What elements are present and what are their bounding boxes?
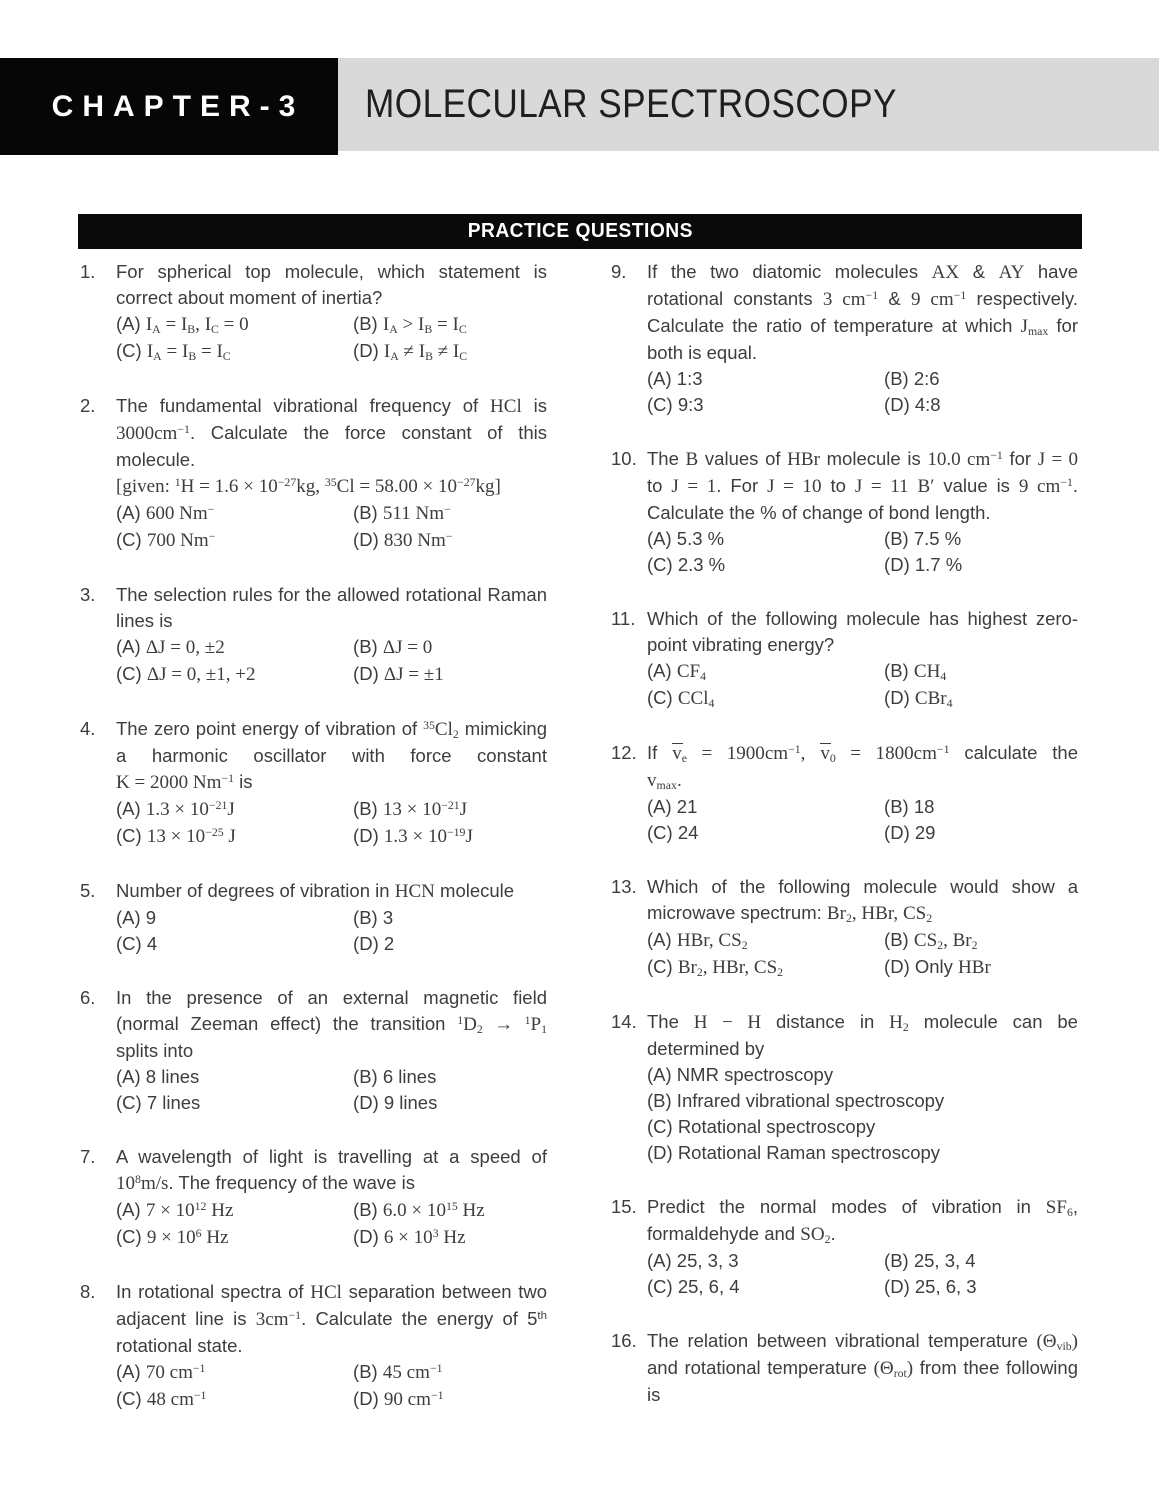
question-7: [80, 1144, 547, 1251]
questions-column-right: [611, 259, 1078, 1441]
question-text: The selection rules for the allowed rotational Raman lines is: [116, 584, 547, 631]
question-body: [116, 393, 547, 554]
question-body: [647, 606, 1078, 712]
question-number: 8.: [80, 1281, 96, 1302]
option-A: (A) 70 $cm^{-1}$: [116, 1360, 206, 1383]
question-options: [647, 794, 1078, 846]
question-12: [611, 740, 1078, 846]
option-D: (D) 830 Nm−: [353, 528, 453, 551]
question-options: [647, 658, 1078, 712]
question-number: 2.: [80, 395, 96, 416]
option-C: (C) 7 lines: [116, 1092, 201, 1113]
option-B: (B) $CS_2$, $Br_2$: [884, 929, 978, 952]
question-1: [80, 259, 547, 365]
option-D: (D) CBr$_4$: [884, 687, 953, 710]
option-A: (A) 600 Nm−: [116, 501, 215, 524]
option-D: (D) 4:8: [884, 394, 941, 415]
option-B: (B) ΔJ = 0: [353, 636, 433, 658]
option-B: (B) 45 $cm^{-1}$: [353, 1360, 443, 1383]
question-options: [647, 366, 1078, 418]
question-body: [116, 582, 547, 688]
question-11: [611, 606, 1078, 712]
question-text: The H − H distance in $H_2$ molecule can be determined by: [647, 1011, 1078, 1059]
question-4: [80, 716, 547, 850]
question-body: [647, 446, 1078, 578]
question-number: 15.: [611, 1196, 637, 1217]
option-A: (A) HBr, $CS_2$: [647, 929, 748, 952]
question-text: The B values of HBr molecule is 10.0 $cm^{-1}$ for J = 0 to J = 1. For J = 10 to J = 11 B′ value is 9 $cm^{-1}$. Calculate the % of change of bond length.: [647, 447, 1078, 523]
option-D: (D) 1.7 %: [884, 554, 963, 575]
option-D: (D) 9 lines: [353, 1092, 438, 1113]
option-B: (B) 3: [353, 907, 394, 928]
question-number: 6.: [80, 987, 96, 1008]
question-body: [647, 1009, 1078, 1166]
option-A: (A) $7 \times 10^{12}$ Hz: [116, 1198, 234, 1221]
chapter-number-box: [0, 58, 338, 155]
question-number: 12.: [611, 742, 637, 763]
option-C: (C) $Br_2$, HBr, $CS_2$: [647, 956, 784, 979]
question-number: 11.: [611, 608, 636, 629]
option-B: (B) 6 lines: [353, 1066, 437, 1087]
question-text: If the two diatomic molecules AX & AY have rotational constants 3 $cm^{-1}$ & 9 $cm^{-1}$ respectively. Calculate the ratio of temperature at which $J_{max}$ for both is equal.: [647, 261, 1079, 363]
question-options: [647, 1248, 1078, 1300]
question-number: 9.: [611, 261, 627, 282]
chapter-header: [0, 58, 1159, 155]
question-body: [116, 878, 547, 957]
chapter-label: CHAPTER-3: [51, 89, 305, 123]
question-body: [647, 874, 1078, 981]
question-options: [647, 927, 1078, 981]
question-16: [611, 1328, 1078, 1408]
option-A: (A) $CF_4$: [647, 660, 707, 683]
question-text: Number of degrees of vibration in HCN molecule: [116, 880, 515, 902]
chapter-title: MOLECULAR SPECTROSCOPY: [365, 82, 897, 126]
option-D: (D) Only HBr: [884, 956, 991, 978]
question-10: [611, 446, 1078, 578]
question-text: The fundamental vibrational frequency of HCl is $3000cm^{-1}$. Calculate the force constant of this molecule. [given: $^1H = 1.6 \times 10^{-27}kg$, $^{35}Cl = 58.00 \times 10^{-27}kg$]: [116, 395, 548, 497]
question-options: [116, 500, 547, 554]
option-D: (D) 90 $cm^{-1}$: [353, 1387, 444, 1410]
question-number: 1.: [80, 261, 96, 282]
question-body: [116, 716, 547, 850]
question-text: If $v_e = 1900cm^{-1}$, $v_0 = 1800cm^{-1}$ calculate thev$_{max}$.: [647, 741, 1079, 792]
option-B: (B) 511 Nm−: [353, 501, 451, 524]
question-number: 16.: [611, 1330, 637, 1351]
option-C: (C) $9 \times 10^6$ Hz: [116, 1225, 229, 1248]
option-D: (D) ΔJ = ±1: [353, 663, 444, 685]
question-options: [116, 1064, 547, 1116]
question-2: [80, 393, 547, 554]
option-D: (D) Rotational Raman spectroscopy: [647, 1142, 941, 1163]
question-options: [116, 796, 547, 850]
question-text: In the presence of an external magnetic field (normal Zeeman effect) the transition $^1D_2 \to ^1P_1$ splits into: [116, 987, 547, 1061]
option-C: (C) CCl$_4$: [647, 687, 715, 710]
question-number: 7.: [80, 1146, 96, 1167]
question-options: [116, 1359, 547, 1413]
question-number: 3.: [80, 584, 96, 605]
question-body: [116, 1144, 547, 1251]
question-options: [116, 1197, 547, 1251]
option-A: (A) ΔJ = 0, ±2: [116, 636, 225, 658]
option-A: (A) $1.3 \times 10^{-21}J$: [116, 797, 235, 820]
question-body: [116, 1279, 547, 1413]
question-text: Which of the following molecule has highest zero-point vibrating energy?: [647, 608, 1078, 655]
question-number: 13.: [611, 876, 637, 897]
question-body: [116, 259, 547, 365]
option-D: (D) 25, 6, 3: [884, 1276, 977, 1297]
questions-column-left: [80, 259, 547, 1441]
question-text: Predict the normal modes of vibration in $SF_6$, formaldehyde and $SO_2$.: [647, 1196, 1078, 1246]
option-B: (B) $CH_4$: [884, 660, 947, 683]
option-C: (C) Rotational spectroscopy: [647, 1116, 876, 1137]
question-number: 14.: [611, 1011, 637, 1032]
question-text: For spherical top molecule, which statement is correct about moment of inertia?: [116, 261, 547, 308]
question-options: [116, 905, 547, 957]
option-C: (C) 9:3: [647, 394, 704, 415]
option-C: (C) 4: [116, 933, 158, 954]
chapter-title-bar: [338, 58, 1159, 151]
question-body: [116, 985, 547, 1116]
question-options: [116, 634, 547, 688]
question-text: A wavelength of light is travelling at a speed of $10^8m/s$. The frequency of the wave is: [116, 1146, 547, 1194]
option-A: (A) 25, 3, 3: [647, 1250, 739, 1271]
option-D: (D) $1.3 \times 10^{-19}J$: [353, 824, 473, 847]
question-options: [647, 1062, 1078, 1166]
option-B: (B) 18: [884, 796, 935, 817]
question-body: [647, 1328, 1078, 1408]
option-A: (A) 8 lines: [116, 1066, 200, 1087]
question-text: The zero point energy of vibration of $^{35}Cl_2$ mimicking a harmonic oscillator with force constant K = 2000 $Nm^{-1}$ is: [116, 717, 548, 793]
question-options: [116, 311, 547, 365]
question-3: [80, 582, 547, 688]
question-number: 5.: [80, 880, 96, 901]
option-A: (A) 5.3 %: [647, 528, 725, 549]
option-D: (D) 2: [353, 933, 395, 954]
option-C: (C) 48 $cm^{-1}$: [116, 1387, 207, 1410]
option-A: (A) 21: [647, 796, 698, 817]
question-body: [647, 740, 1078, 846]
option-C: (C) 700 Nm−: [116, 528, 216, 551]
question-6: [80, 985, 547, 1116]
option-B: (B) Infrared vibrational spectroscopy: [647, 1090, 945, 1111]
option-A: (A) 9: [116, 907, 157, 928]
option-C: (C) 2.3 %: [647, 554, 726, 575]
option-D: (D) $6 \times 10^3$ Hz: [353, 1225, 466, 1248]
question-body: [647, 1194, 1078, 1300]
section-title: PRACTICE QUESTIONS: [467, 220, 693, 242]
option-B: (B) 7.5 %: [884, 528, 962, 549]
option-D: (D) 29: [884, 822, 936, 843]
question-text: The relation between vibrational temperature $(\Theta_{vib})$ and rotational temperature $(\Theta_{rot})$ from thee following is: [647, 1330, 1078, 1405]
practice-questions-bar: [78, 214, 1082, 249]
question-number: 10.: [611, 448, 637, 469]
option-C: (C) 24: [647, 822, 699, 843]
option-C: (C) ΔJ = 0, ±1, +2: [116, 663, 256, 685]
option-A: (A) $I_A = I_B$, $I_C = 0$: [116, 313, 249, 336]
option-B: (B) $I_A > I_B = I_C$: [353, 313, 467, 336]
question-5: [80, 878, 547, 957]
question-number: 4.: [80, 718, 96, 739]
option-B: (B) 2:6: [884, 368, 940, 389]
questions-area: [0, 249, 1159, 1441]
question-14: [611, 1009, 1078, 1166]
option-C: (C) $13 \times 10^{-25}$ J: [116, 824, 236, 847]
option-B: (B) $6.0 \times 10^{15}$ Hz: [353, 1198, 485, 1221]
question-options: [647, 526, 1078, 578]
question-9: [611, 259, 1078, 418]
question-text: In rotational spectra of HCl separation between two adjacent line is $3cm^{-1}$. Calculate the energy of 5th rotational state.: [116, 1281, 547, 1356]
question-body: [647, 259, 1078, 418]
question-15: [611, 1194, 1078, 1300]
question-8: [80, 1279, 547, 1413]
option-A: (A) 1:3: [647, 368, 703, 389]
option-C: (C) $I_A = I_B = I_C$: [116, 340, 231, 363]
option-B: (B) $13 \times 10^{-21}J$: [353, 797, 468, 820]
option-C: (C) 25, 6, 4: [647, 1276, 740, 1297]
option-D: (D) $I_A \ne I_B \ne I_C$: [353, 340, 468, 363]
option-B: (B) 25, 3, 4: [884, 1250, 976, 1271]
question-text: Which of the following molecule would show a microwave spectrum: $Br_2$, HBr, $CS_2$: [647, 876, 1078, 925]
option-A: (A) NMR spectroscopy: [647, 1064, 834, 1085]
question-13: [611, 874, 1078, 981]
